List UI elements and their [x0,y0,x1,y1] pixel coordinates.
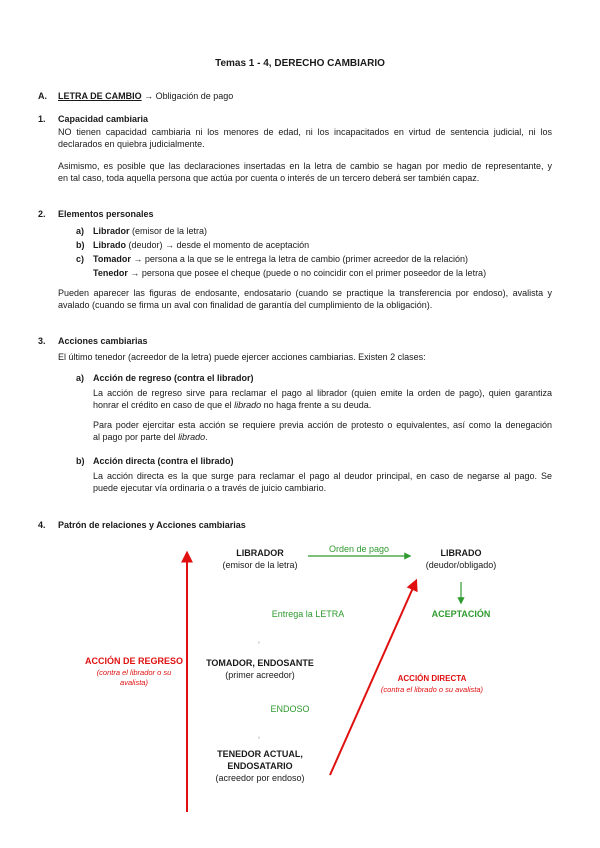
s1-num: 1. [38,114,46,124]
s3-b-letter: b) [76,456,85,466]
s2-b-bold: Librado [93,240,126,250]
s3-intro: El último tenedor (acreedor de la letra) puede ejercer acciones cambiarias. Existen 2 clases: [58,352,426,362]
node-tomador-sub: (primer acreedor) [225,670,295,680]
entrega-label: Entrega la LETRA [271,609,345,619]
s1-heading: Capacidad cambiaria [58,114,149,124]
s2-b-letter: b) [76,240,85,250]
tomador-tick: ˈ [258,641,260,649]
node-tenedor-line2: ENDOSATARIO [227,761,293,771]
s2-a-letter: a) [76,226,85,236]
node-librador-sub: (emisor de la letra) [222,560,298,570]
node-librador: LIBRADOR [236,548,284,558]
s1-p2-line2: en tal caso, toda aquella persona que actúa por cuenta o interés de un tercero deberá ser también capaz. [58,173,480,183]
directa-sub: (contra el librado o su avalista) [380,685,484,694]
s2-d-bold: Tenedor [93,268,128,278]
regreso-sub [84,668,184,688]
s2-a-text: (emisor de la letra) [129,226,208,236]
s2-a-bold: Librador [93,226,130,236]
s3-a-p1-italic: librado [234,400,262,410]
s2-p-line2: avalado (cuando se firma un aval con finalidad de garantía del cumplimiento de la obligación). [58,300,433,310]
section-a-letter: A. [38,91,47,101]
s2-heading: Elementos personales [58,209,154,219]
section-a-heading: LETRA DE CAMBIO [58,91,142,101]
endoso-label: ENDOSO [270,704,310,714]
s3-b-heading: Acción directa (contra el librado) [93,456,234,466]
s1-p1-line1: NO tienen capacidad cambiaria ni los menores de edad, ni los incapacitados en virtud de sentencia judicial, ni los [58,127,552,137]
directa-label: ACCIÓN DIRECTA [397,674,467,683]
s2-d-text: → persona que posee el cheque (puede o no coincidir con el primer poseedor de la letra) [127,268,487,278]
s2-b-text: (deudor) → desde el momento de aceptación [126,240,310,250]
page-title: Temas 1 - 4, DERECHO CAMBIARIO [215,58,385,69]
aceptacion-label: ACEPTACIÓN [431,609,491,619]
s3-a-p2-post: . [205,432,208,442]
s3-a-p1-pre: honrar el crédito en caso de que el [93,400,235,410]
s2-num: 2. [38,209,46,219]
node-tomador: TOMADOR, ENDOSANTE [206,658,314,668]
s3-a-p1-line1: La acción de regreso sirve para reclamar el pago al librador (quien emite la orden de pago), quien garantiza [93,388,552,398]
node-tenedor-line1: TENEDOR ACTUAL, [217,749,303,759]
node-librado-sub: (deudor/obligado) [425,560,497,570]
regreso-sub-line2: avalista) [120,678,148,687]
section-a-rest: → Obligación de pago [141,91,234,101]
regreso-label: ACCIÓN DE REGRESO [84,656,183,666]
s3-a-p2-pre: al pago por parte del [93,432,179,442]
tenedor-tick: ˈ [258,736,260,744]
s3-num: 3. [38,336,46,346]
s2-c-letter: c) [76,254,85,264]
s3-a-letter: a) [76,373,85,383]
s4-num: 4. [38,520,46,530]
node-librado: LIBRADO [440,548,482,558]
s3-heading: Acciones cambiarias [58,336,148,346]
s3-a-p2-italic: librado [178,432,206,442]
s2-c-text: → persona a la que se le entrega la letra de cambio (primer acreedor de la relación) [130,254,469,264]
regreso-sub-line1: (contra el librador o su [96,668,172,677]
orden-label: Orden de pago [328,544,390,554]
node-tenedor-sub: (acreedor por endoso) [215,773,305,783]
s2-p-line1: Pueden aparecer las figuras de endosante, endosatario (cuando se practique la transferencia por endoso), avalista y [58,288,552,298]
s1-p1-line2: declarados en quiebra judicialmente. [58,139,205,149]
s3-b-p-line1: La acción directa es la que surge para reclamar el pago al deudor principal, en caso de negarse al pago. Se [93,471,552,481]
s3-a-p2-line1: Para poder ejercitar esta acción se requiere previa acción de protesto o equivalentes, así como la denegación [93,420,552,430]
s4-heading: Patrón de relaciones y Acciones cambiarias [58,520,246,530]
s3-b-p-line2: puede ejecutar vía ordinaria o a través de juicio cambiario. [93,483,327,493]
s3-a-heading: Acción de regreso (contra el librador) [93,373,254,383]
s1-p2-line1: Asimismo, es posible que las declaraciones insertadas en la letra de cambio se hagan por medio de representante, y [58,161,552,171]
s3-a-p1-post: no haga frente a su deuda. [261,400,372,410]
s2-c-bold: Tomador [93,254,131,264]
